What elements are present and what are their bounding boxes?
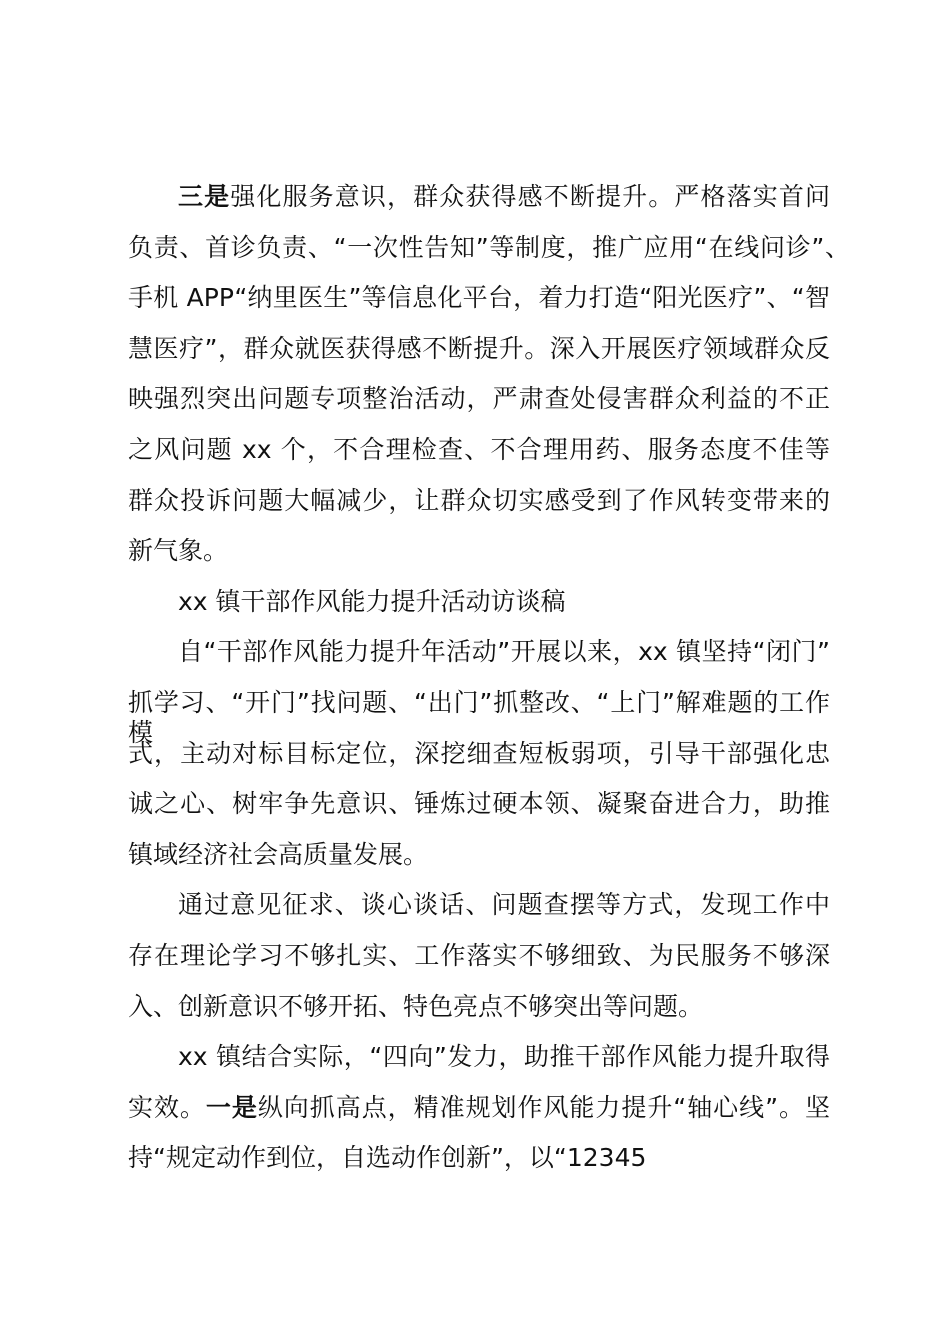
text-line — [128, 283, 830, 313]
text-line — [128, 435, 830, 465]
text-run: 负责、首诊负责、“一次性告知”等制度，推广应用“在线问诊”、 — [128, 232, 850, 262]
text-run: 式，主动对标目标定位，深挖细查短板弱项，引导干部强化忠 — [128, 738, 830, 768]
text-run: 强化服务意识，群众获得感不断提升。严格落实首问 — [230, 182, 830, 211]
text-line — [128, 384, 830, 414]
text-run: 诚之心、树牢争先意识、锤炼过硬本领、凝聚奋进合力，助推 — [128, 789, 830, 819]
text-run: 通过意见征求、谈心谈话、问题查摆等方式，发现工作中 — [178, 890, 830, 920]
paragraph-first-line — [178, 890, 830, 920]
text-run: 自“干部作风能力提升年活动”开展以来，xx 镇坚持“闭门” — [178, 637, 830, 667]
text-run: 纵向抓高点，精准规划作风能力提升“轴心线”。坚 — [257, 1092, 830, 1122]
text-run: 之风问题 xx 个，不合理检查、不合理用药、服务态度不佳等 — [128, 435, 830, 464]
paragraph-first-line — [178, 1042, 830, 1072]
text-line — [128, 536, 830, 566]
text-run: 手机 APP“纳里医生”等信息化平台，着力打造“阳光医疗”、“智 — [128, 283, 830, 313]
text-run: 存在理论学习不够扎实、工作落实不够细致、为民服务不够深 — [128, 941, 830, 970]
text-run: 群众投诉问题大幅减少，让群众切实感受到了作风转变带来的 — [128, 485, 830, 515]
text-run: 镇域经济社会高质量发展。 — [128, 839, 429, 869]
bold-lead-text: 一是 — [205, 1092, 258, 1122]
text-line — [128, 739, 830, 769]
text-run: 持“规定动作到位，自选动作创新”，以“12345 — [128, 1143, 647, 1173]
text-run: xx 镇干部作风能力提升活动访谈稿 — [178, 586, 566, 616]
paragraph-first-line — [178, 182, 830, 212]
text-line — [128, 840, 830, 870]
text-line — [128, 941, 830, 971]
text-line — [128, 334, 830, 364]
text-line — [128, 1143, 830, 1173]
text-line — [128, 688, 830, 747]
text-line — [128, 1093, 830, 1123]
paragraph-first-line — [178, 637, 830, 667]
text-line — [128, 992, 830, 1022]
text-run: 新气象。 — [128, 536, 229, 566]
text-line — [128, 233, 850, 263]
text-line — [128, 486, 830, 516]
text-run: 入、创新意识不够开拓、特色亮点不够突出等问题。 — [128, 991, 704, 1021]
text-run: 抓学习、“开门”找问题、“出门”抓整改、“上门”解难题的工作模 — [128, 688, 830, 747]
text-run: 慧医疗”，群众就医获得感不断提升。深入开展医疗领域群众反 — [128, 333, 830, 363]
text-line — [128, 789, 830, 819]
bold-lead-text: 三是 — [178, 182, 231, 211]
text-run: 实效。 — [128, 1092, 206, 1122]
text-run: xx 镇结合实际，“四向”发力，助推干部作风能力提升取得 — [178, 1042, 830, 1072]
text-run: 映强烈突出问题专项整治活动，严肃查处侵害群众利益的不正 — [128, 384, 830, 414]
paragraph-first-line — [178, 587, 830, 617]
